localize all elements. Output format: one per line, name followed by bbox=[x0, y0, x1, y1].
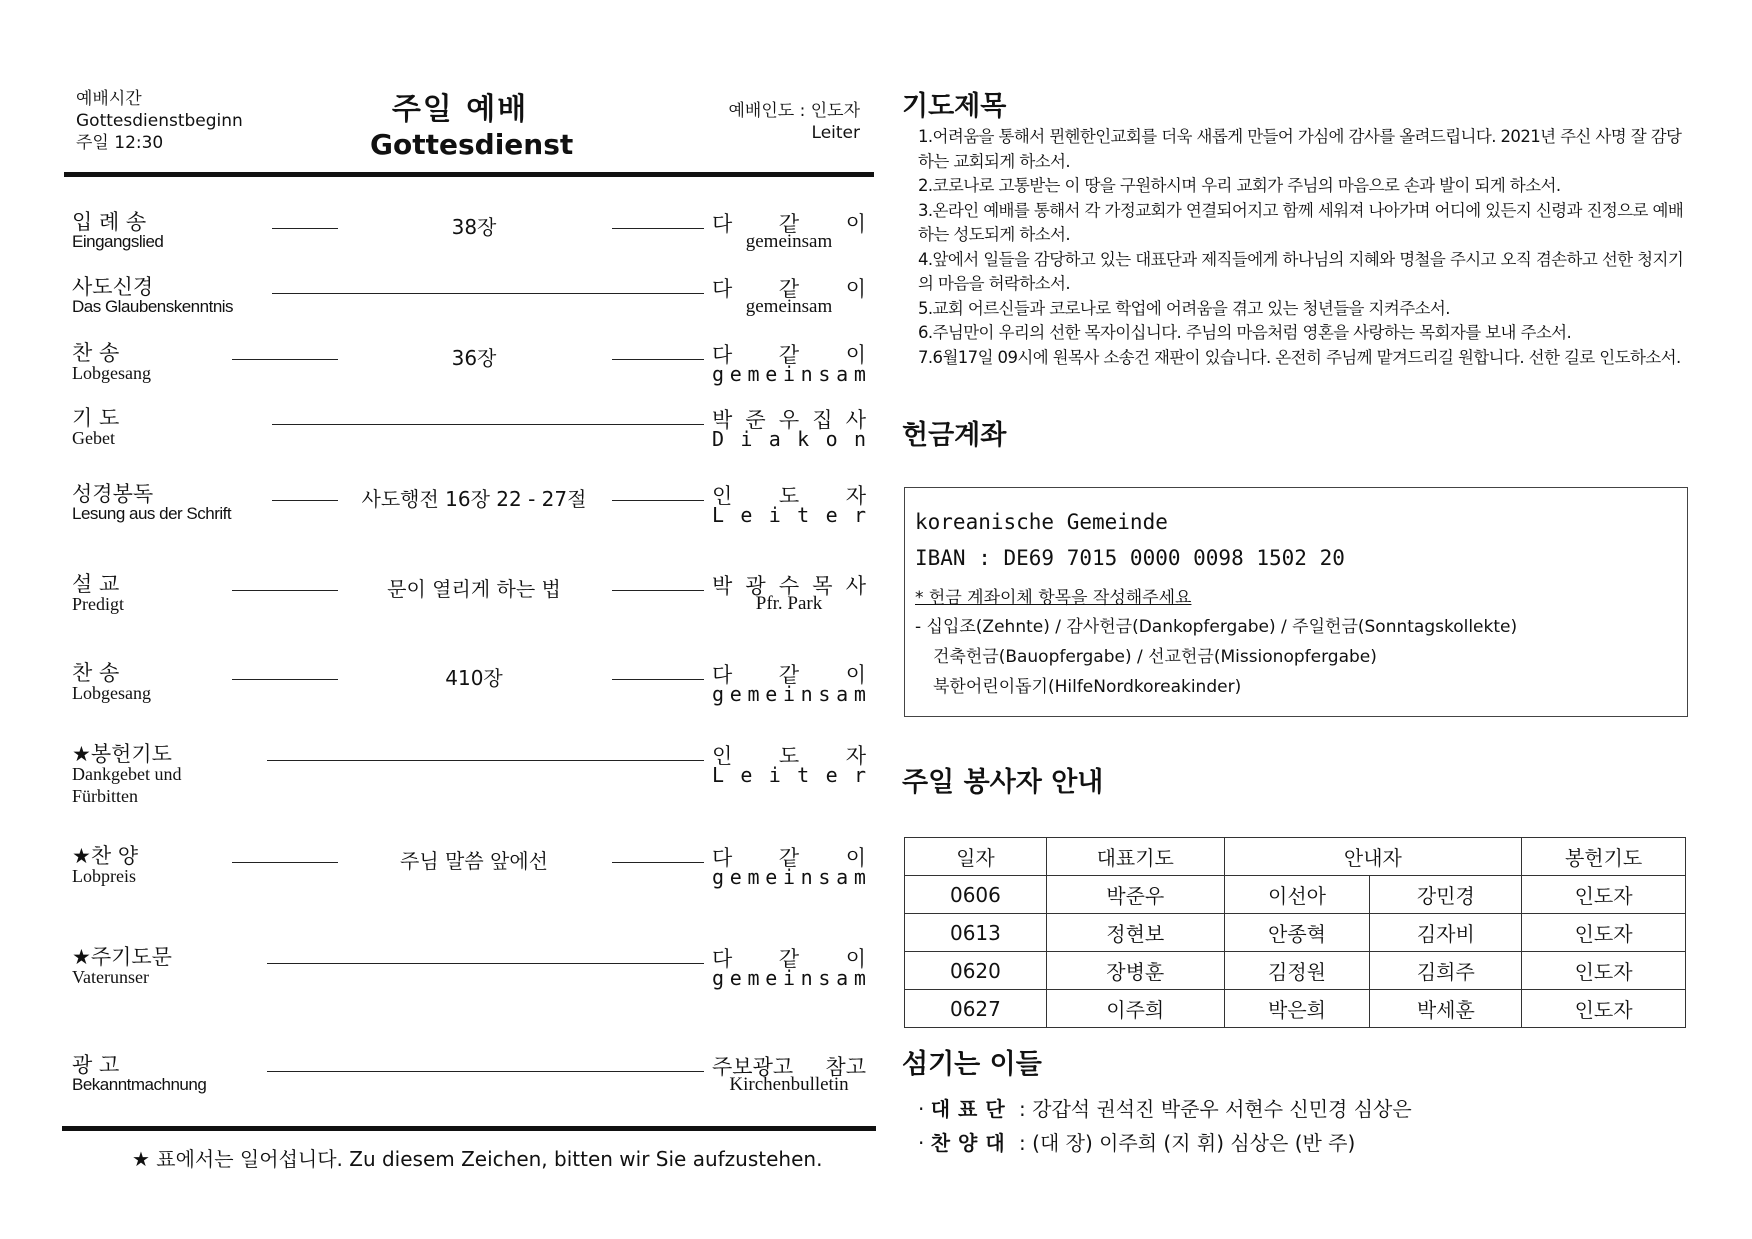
cell-usher: 이선아 bbox=[1224, 876, 1370, 914]
order-responsible-char: 박 bbox=[712, 408, 733, 432]
order-responsible-char: 주보광고 bbox=[712, 1055, 794, 1079]
order-responsible-de-char: m bbox=[853, 865, 866, 889]
order-responsible-char: 목 bbox=[812, 574, 833, 598]
leader-line bbox=[612, 679, 704, 680]
order-label-ko: 설 교 bbox=[72, 572, 120, 596]
order-responsible-de-char: g bbox=[712, 966, 725, 990]
order-content: 410장 bbox=[445, 666, 503, 690]
order-responsible-de-char: i bbox=[782, 682, 795, 706]
header-divider bbox=[64, 172, 874, 177]
order-responsible-de-char: m bbox=[747, 682, 760, 706]
order-responsible-de-char: n bbox=[800, 362, 813, 386]
order-responsible-char: 사 bbox=[845, 408, 866, 432]
cell-usher: 박은희 bbox=[1224, 990, 1370, 1028]
order-responsible-de-char: i bbox=[782, 966, 795, 990]
order-responsible-de-char: i bbox=[782, 362, 795, 386]
order-responsible-char: 이 bbox=[845, 343, 866, 367]
cell-offering: 인도자 bbox=[1522, 876, 1686, 914]
header-date: 일자 bbox=[905, 838, 1047, 876]
order-responsible-de-char: o bbox=[825, 427, 838, 451]
leader-line bbox=[232, 679, 338, 680]
cell-usher: 안종혁 bbox=[1224, 914, 1370, 952]
order-label-ko: ★봉헌기도 bbox=[72, 742, 172, 766]
leader-line bbox=[267, 1071, 704, 1072]
prayer-item: 3.온라인 예배를 통해서 각 가정교회가 연결되어지고 함께 세워져 나아가며 어디에 있든지 신령과 진정으로 예배하는 성도되게 하소서. bbox=[918, 200, 1684, 244]
order-label-de: Eingangslied bbox=[72, 232, 164, 251]
prayer-item: 2.코로나로 고통받는 이 땅을 구원하시며 우리 교회가 주님의 마음으로 손과 발이 되게 하소서. bbox=[918, 176, 1561, 195]
order-responsible-de-char: r bbox=[853, 763, 866, 787]
prayer-item: 5.교회 어르신들과 코로나로 학업에 어려움을 겪고 있는 청년들을 지켜주소서. bbox=[918, 298, 1450, 318]
page-title-ko: 주일 예배 bbox=[391, 92, 529, 127]
cell-usher: 강민경 bbox=[1370, 876, 1522, 914]
order-responsible-de-char: L bbox=[712, 763, 725, 787]
cell-offering: 인도자 bbox=[1522, 952, 1686, 990]
cell-prayer: 정현보 bbox=[1046, 914, 1224, 952]
order-label-de: Das Glaubenskenntnis bbox=[72, 297, 234, 316]
order-responsible-de-char: n bbox=[800, 966, 813, 990]
order-responsible-de-char: i bbox=[768, 503, 781, 527]
order-responsible-char: 박 bbox=[712, 574, 733, 598]
cell-offering: 인도자 bbox=[1522, 914, 1686, 952]
leader-block bbox=[700, 100, 860, 144]
order-responsible-char: 준 bbox=[745, 408, 766, 432]
order-responsible-de-char: k bbox=[797, 427, 810, 451]
leader-line bbox=[612, 590, 704, 591]
cell-offering: 인도자 bbox=[1522, 990, 1686, 1028]
order-label-de: Gebet bbox=[72, 428, 115, 448]
table-header-row bbox=[905, 838, 1686, 876]
leader-line bbox=[272, 293, 704, 294]
cell-date: 0620 bbox=[905, 952, 1047, 990]
service-time-label-de: Gottesdienstbeginn bbox=[76, 111, 243, 131]
cell-prayer: 박준우 bbox=[1046, 876, 1224, 914]
prayer-title: 기도제목 bbox=[902, 91, 1007, 122]
order-responsible-de-char: i bbox=[782, 865, 795, 889]
cell-prayer: 장병훈 bbox=[1046, 952, 1224, 990]
order-responsible-de-char: s bbox=[818, 966, 831, 990]
cell-date: 0627 bbox=[905, 990, 1047, 1028]
order-content: 사도행전 16장 22 - 27절 bbox=[361, 487, 587, 511]
order-responsible-de-char: e bbox=[825, 503, 838, 527]
cell-usher: 김정원 bbox=[1224, 952, 1370, 990]
standing-note: ★ 표에서는 일어섭니다. Zu diesem Zeichen, bitten wir Sie aufzustehen. bbox=[132, 1147, 823, 1171]
order-label-de: Lobpreis bbox=[72, 866, 136, 886]
order-label-de: Lesung aus der Schrift bbox=[72, 504, 232, 523]
servers-choir-value: : (대 장) 이주희 (지 휘) 심상은 (반 주) bbox=[1019, 1131, 1356, 1155]
volunteers-title: 주일 봉사자 안내 bbox=[902, 767, 1104, 798]
leader-line bbox=[612, 228, 704, 229]
order-responsible-de-char: e bbox=[765, 682, 778, 706]
order-responsible-char: 이 bbox=[845, 663, 866, 687]
footer-divider bbox=[62, 1126, 876, 1131]
leader-label-de: Leiter bbox=[811, 123, 860, 143]
servers-rep-value: : 강갑석 권석진 박준우 서현수 신민경 심상은 bbox=[1019, 1097, 1412, 1121]
order-responsible-de-char: n bbox=[800, 865, 813, 889]
table-row bbox=[905, 876, 1686, 914]
order-responsible-de-char: a bbox=[836, 362, 849, 386]
leader-label-ko: 예배인도 : 인도자 bbox=[728, 101, 860, 121]
order-responsible-char: 인 bbox=[712, 484, 733, 508]
order-content: 주님 말씀 앞에선 bbox=[400, 849, 548, 873]
leader-line bbox=[272, 500, 338, 501]
order-label-ko: 입 례 송 bbox=[72, 210, 147, 234]
order-responsible-char: 도 bbox=[778, 744, 800, 768]
order-responsible-char: 자 bbox=[845, 744, 866, 768]
order-label-ko: 찬 송 bbox=[72, 661, 120, 685]
prayer-item: 1.어려움을 통해서 뮌헨한인교회를 더욱 새롭게 만들어 가심에 감사를 올려드립니다. 2021년 주신 사명 잘 감당하는 교회되게 하소서. bbox=[918, 127, 1682, 171]
order-responsible-char: 다 bbox=[712, 343, 733, 367]
order-responsible-de-char: m bbox=[853, 362, 866, 386]
account-categories-2: 건축헌금(Bauopfergabe) / 선교헌금(Missionopfergabe) bbox=[933, 647, 1377, 667]
prayer-item: 6.주님만이 우리의 선한 목자이십니다. 주님의 마음처럼 영혼을 사랑하는 목회자를 보내 주소서. bbox=[918, 323, 1572, 342]
account-title: 헌금계좌 bbox=[902, 420, 1007, 451]
order-responsible-de-char: e bbox=[729, 966, 742, 990]
table-row bbox=[905, 914, 1686, 952]
order-content: 38장 bbox=[451, 215, 497, 239]
order-responsible-de bbox=[712, 763, 866, 787]
order-responsible-char: 이 bbox=[845, 277, 866, 301]
order-responsible-de-char: e bbox=[729, 865, 742, 889]
cell-date: 0613 bbox=[905, 914, 1047, 952]
order-responsible-char: 같 bbox=[778, 663, 800, 687]
order-responsible-de-char: e bbox=[729, 682, 742, 706]
order-responsible-de-char: e bbox=[765, 966, 778, 990]
order-label-de: Lobgesang bbox=[72, 683, 151, 703]
order-responsible-de-char: e bbox=[765, 362, 778, 386]
order-responsible-char: 집 bbox=[812, 408, 833, 432]
order-responsible-de-char: i bbox=[740, 427, 753, 451]
order-label-de-2: Fürbitten bbox=[72, 786, 138, 806]
leader-line bbox=[612, 862, 704, 863]
order-responsible-de-char: n bbox=[853, 427, 866, 451]
order-responsible-de bbox=[712, 682, 866, 706]
cell-usher: 김희주 bbox=[1370, 952, 1522, 990]
page-title-de: Gottesdienst bbox=[370, 128, 574, 161]
leader-line bbox=[272, 424, 704, 425]
table-row bbox=[905, 990, 1686, 1028]
order-responsible-char: 이 bbox=[845, 212, 866, 236]
order-responsible-char: 같 bbox=[778, 277, 800, 301]
order-responsible-char: 다 bbox=[712, 663, 733, 687]
order-label-de: Bekanntmachnung bbox=[72, 1075, 207, 1094]
order-responsible-de-char: s bbox=[818, 865, 831, 889]
order-responsible-de-char: g bbox=[712, 865, 725, 889]
cell-usher: 김자비 bbox=[1370, 914, 1522, 952]
leader-line bbox=[267, 760, 704, 761]
leader-line bbox=[267, 963, 704, 964]
order-responsible-de-char: m bbox=[853, 966, 866, 990]
prayer-list bbox=[918, 125, 1688, 370]
order-responsible-de-char: r bbox=[853, 503, 866, 527]
service-time-value: 주일 12:30 bbox=[76, 133, 164, 153]
order-responsible-de-char: a bbox=[768, 427, 781, 451]
order-responsible-de-char: t bbox=[797, 503, 810, 527]
order-responsible-de-char: m bbox=[853, 682, 866, 706]
leader-line bbox=[232, 359, 338, 360]
order-label-ko: ★찬 양 bbox=[72, 844, 139, 868]
order-label-de: Vaterunser bbox=[72, 967, 149, 987]
table-row bbox=[905, 952, 1686, 990]
order-responsible-char: 같 bbox=[778, 212, 800, 236]
order-responsible-de: Kirchenbulletin bbox=[729, 1074, 849, 1095]
order-responsible-de bbox=[712, 362, 866, 386]
order-responsible-de-char: a bbox=[836, 865, 849, 889]
order-responsible-de bbox=[712, 427, 866, 451]
order-label-ko: 찬 송 bbox=[72, 341, 120, 365]
order-label-ko: 기 도 bbox=[72, 406, 120, 430]
order-label-ko: 광 고 bbox=[72, 1053, 120, 1077]
order-label-de: Predigt bbox=[72, 594, 124, 614]
order-responsible-de-char: e bbox=[740, 503, 753, 527]
order-responsible-de: gemeinsam bbox=[745, 231, 833, 252]
servers-choir-line: · 찬양대 : (대 장) 이주희 (지 휘) 심상은 (반 주) bbox=[918, 1131, 1356, 1155]
order-responsible-de bbox=[712, 503, 866, 527]
order-responsible-de-char: i bbox=[768, 763, 781, 787]
order-responsible-char: 같 bbox=[778, 343, 800, 367]
order-responsible-char: 사 bbox=[845, 574, 866, 598]
order-responsible-char: 다 bbox=[712, 947, 733, 971]
order-responsible-de-char: e bbox=[729, 362, 742, 386]
order-label-de: Dankgebet und bbox=[72, 764, 182, 784]
order-responsible-de-char: s bbox=[818, 682, 831, 706]
order-responsible-de-char: g bbox=[712, 362, 725, 386]
cell-prayer: 이주희 bbox=[1046, 990, 1224, 1028]
order-label-ko: 성경봉독 bbox=[72, 482, 154, 506]
header-usher: 안내자 bbox=[1224, 838, 1522, 876]
order-responsible-de: Pfr. Park bbox=[755, 593, 823, 614]
order-responsible-char: 인 bbox=[712, 744, 733, 768]
order-responsible-de-char: m bbox=[747, 966, 760, 990]
order-responsible-char: 이 bbox=[845, 947, 866, 971]
order-responsible-char: 수 bbox=[778, 574, 800, 598]
prayer-item: 4.앞에서 일들을 감당하고 있는 대표단과 제직들에게 하나님의 지혜와 명철을 주시고 오직 겸손하고 선한 청지기의 마음을 허락하소서. bbox=[918, 249, 1684, 293]
order-responsible-de-char: e bbox=[765, 865, 778, 889]
order-label-de: Lobgesang bbox=[72, 363, 151, 383]
order-responsible-de-char: a bbox=[836, 682, 849, 706]
order-content: 36장 bbox=[451, 346, 497, 370]
servers-rep-line: · 대표단 : 강갑석 권석진 박준우 서현수 신민경 심상은 bbox=[918, 1097, 1412, 1121]
cell-date: 0606 bbox=[905, 876, 1047, 914]
service-time-label-ko: 예배시간 bbox=[76, 89, 142, 109]
order-responsible-de-char: m bbox=[747, 865, 760, 889]
header-prayer: 대표기도 bbox=[1046, 838, 1224, 876]
order-responsible-char: 우 bbox=[778, 408, 800, 432]
account-iban: IBAN : DE69 7015 0000 0098 1502 20 bbox=[915, 546, 1345, 570]
account-note: * 헌금 계좌이체 항목을 작성해주세요 bbox=[915, 588, 1192, 608]
order-responsible-de-char: D bbox=[712, 427, 725, 451]
order-responsible-char: 다 bbox=[712, 846, 733, 870]
order-responsible-de-char: s bbox=[818, 362, 831, 386]
leader-line bbox=[272, 228, 338, 229]
order-responsible-char: 도 bbox=[778, 484, 800, 508]
order-responsible-de-char: a bbox=[836, 966, 849, 990]
order-responsible-char: 같 bbox=[778, 947, 800, 971]
order-responsible-char: 다 bbox=[712, 212, 733, 236]
order-label-ko: 사도신경 bbox=[72, 275, 154, 299]
order-responsible-char: 다 bbox=[712, 277, 733, 301]
service-time-block bbox=[76, 88, 243, 154]
order-label-ko: ★주기도문 bbox=[72, 945, 172, 969]
volunteers-table bbox=[904, 837, 1686, 1028]
leader-line bbox=[612, 500, 704, 501]
order-responsible-de-char: e bbox=[740, 763, 753, 787]
page-title bbox=[370, 84, 574, 161]
leader-line bbox=[232, 590, 338, 591]
order-responsible-char: 같 bbox=[778, 846, 800, 870]
servers-choir-label: 찬양대 bbox=[930, 1131, 1013, 1155]
order-responsible-de-char: m bbox=[747, 362, 760, 386]
order-responsible-char: 참고 bbox=[825, 1055, 866, 1079]
account-box bbox=[904, 487, 1688, 717]
order-responsible-de: gemeinsam bbox=[745, 296, 833, 317]
servers-rep-label: 대표단 bbox=[930, 1097, 1013, 1121]
order-responsible-de-char: L bbox=[712, 503, 725, 527]
order-responsible-de-char: n bbox=[800, 682, 813, 706]
account-categories-3: 북한어린이돕기(HilfeNordkoreakinder) bbox=[933, 677, 1242, 697]
order-responsible-char: 광 bbox=[745, 574, 766, 598]
leader-line bbox=[232, 862, 338, 863]
order-responsible-char: 자 bbox=[845, 484, 866, 508]
order-responsible-de-char: e bbox=[825, 763, 838, 787]
order-responsible-de-char: g bbox=[712, 682, 725, 706]
cell-usher: 박세훈 bbox=[1370, 990, 1522, 1028]
order-content: 문이 열리게 하는 법 bbox=[387, 577, 561, 601]
prayer-item: 7.6월17일 09시에 원목사 소송건 재판이 있습니다. 온전히 주님께 맡겨드리길 원합니다. 선한 길로 인도하소서. bbox=[918, 347, 1681, 367]
order-responsible-de-char: t bbox=[797, 763, 810, 787]
header-offering: 봉헌기도 bbox=[1522, 838, 1686, 876]
order-responsible-de bbox=[712, 966, 866, 990]
servers-title: 섬기는 이들 bbox=[902, 1049, 1042, 1080]
leader-line bbox=[612, 359, 704, 360]
account-name: koreanische Gemeinde bbox=[915, 510, 1168, 534]
order-responsible-de bbox=[712, 865, 866, 889]
order-responsible-char: 이 bbox=[845, 846, 866, 870]
account-categories-1: - 십입조(Zehnte) / 감사헌금(Dankopfergabe) / 주일헌금(Sonntagskollekte) bbox=[915, 617, 1518, 637]
